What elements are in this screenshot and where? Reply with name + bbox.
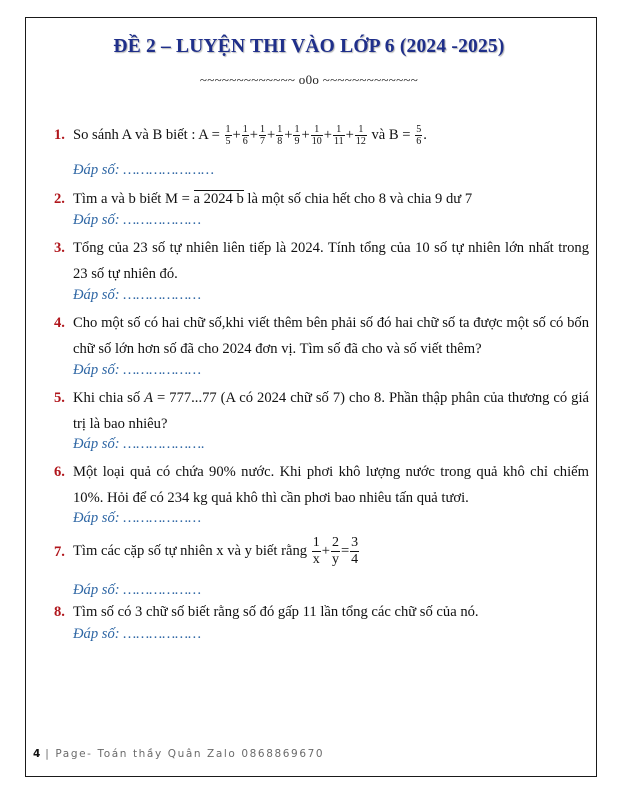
plus-sign: +: [284, 127, 293, 143]
question-number: 1.: [54, 127, 65, 143]
question-text-mid: và B =: [371, 127, 411, 143]
overlined-number: a 2024 b: [193, 191, 244, 207]
answer-dots: ………………: [123, 582, 202, 598]
question-text: Tìm các cặp số tự nhiên x và y biết rằng: [73, 542, 308, 559]
fraction-b: $\frac{5}{6}$: [416, 124, 422, 148]
answer-label: Đáp số:: [73, 626, 124, 642]
fraction-term: $\frac{1}{7}$: [260, 124, 266, 148]
plus-sign: +: [232, 127, 241, 143]
fraction-2-y: $\frac{2}{y}$: [331, 535, 339, 567]
fraction-term: $\frac{1}{5}$: [225, 124, 231, 148]
question-2: [54, 186, 589, 212]
question-number: 3.: [54, 240, 65, 256]
answer-label: Đáp số:: [73, 162, 124, 178]
answer-label: Đáp số:: [73, 212, 124, 228]
answer-label: Đáp số:: [73, 510, 124, 526]
answer-dots: ……………….: [123, 436, 205, 452]
answer-dots: …………………: [123, 162, 215, 178]
answer-line-6: [73, 510, 201, 527]
question-6: [54, 459, 589, 511]
answer-label: Đáp số:: [73, 287, 124, 303]
plus-sign: +: [345, 127, 354, 143]
answer-line-5: [73, 436, 205, 453]
question-text: Cho một số có hai chữ số,khi viết thêm bên phải số đó hai chữ số ta được một số có bốn chữ số lớn hơn số đã cho 2024 đơn vị. Tìm số đã cho và số viết thêm?: [73, 315, 589, 357]
answer-label: Đáp số:: [73, 362, 124, 378]
question-text: Một loại quả có chứa 90% nước. Khi phơi khô lượng nước trong quả khô chỉ chiếm 10%. Hỏi để có 234 kg quả khô thì cần phơi bao nhiêu tấn quả tươi.: [73, 464, 589, 506]
question-5: [54, 385, 589, 437]
question-text: So sánh A và B biết : A =: [73, 127, 220, 143]
page-title: ĐỀ 2 – LUYỆN THI VÀO LỚP 6 (2024 -2025): [113, 36, 505, 57]
answer-dots: ………………: [123, 510, 202, 526]
fraction-term: $\frac{1}{9}$: [294, 124, 300, 148]
question-number: 6.: [54, 464, 65, 480]
question-text: Tìm số có 3 chữ số biết rằng số đó gấp 11 lần tổng các chữ số của nó.: [73, 604, 479, 620]
answer-label: Đáp số:: [73, 582, 124, 598]
answer-line-7: [73, 582, 201, 599]
question-3: [54, 235, 589, 287]
question-text: Tìm a và b biết M =: [73, 191, 190, 207]
answer-line-4: [73, 362, 201, 379]
answer-dots: ………………: [123, 362, 202, 378]
answer-dots: ………………: [123, 212, 202, 228]
footer-text: Page- Toán thầy Quân Zalo 0868869670: [55, 748, 325, 760]
answer-line-1: [73, 162, 214, 179]
answer-line-8: [73, 626, 201, 643]
fraction-term: $\frac{1}{6}$: [242, 124, 248, 148]
question-text: Khi chia số: [73, 390, 145, 406]
fraction-term: $\frac{1}{10}$: [311, 124, 322, 148]
subtitle-ornament: ~~~~~~~~~~~~~ o0o ~~~~~~~~~~~~~: [199, 72, 419, 87]
question-7: 7. Tìm các cặp số tự nhiên x và y biết rằng $\frac{1}{x}$ + $\frac{2}{y}$ = $\frac{3}{4}$: [54, 535, 359, 567]
question-text-post: là một số chia hết cho 8 và chia 9 dư 7: [243, 191, 473, 207]
plus-sign: +: [249, 127, 259, 143]
question-text: Tổng của 23 số tự nhiên liên tiếp là 2024. Tính tổng của 10 số tự nhiên lớn nhất trong 23 số tự nhiên đó.: [73, 240, 589, 282]
plus-sign: +: [323, 127, 332, 143]
plus-sign: +: [267, 127, 276, 143]
fraction-term: $\frac{1}{12}$: [355, 124, 366, 148]
answer-dots: ………………: [123, 626, 202, 642]
page-footer: 4 | Page- Toán thầy Quân Zalo 0868869670: [33, 748, 325, 760]
answer-label: Đáp số:: [73, 436, 124, 452]
question-4: [54, 310, 589, 362]
question-text-mid: = 777...77 (A có 2024 chữ số 7) cho 8. Phần thập phân của thương có giá trị là bao nhiêu?: [73, 390, 589, 432]
question-1: 1. So sánh A và B biết : A = $\frac{1}{5}$ + $\frac{1}{6}$ + $\frac{1}{7}$ + $\frac{1}{8}$ + $\frac{1}{9}$ + $\frac{1}{10}$ + $\frac{1}{11}$ + $\frac{1}{12}$ và B = $\frac{5}{6}$ .: [54, 122, 589, 148]
answer-line-3: [73, 287, 201, 304]
fraction-term: $\frac{1}{8}$: [277, 124, 283, 148]
question-number: 7.: [54, 544, 65, 560]
page-number: 4: [33, 748, 41, 760]
answer-line-2: [73, 212, 201, 229]
fraction-1-x: $\frac{1}{x}$: [312, 535, 320, 567]
question-number: 5.: [54, 390, 65, 406]
question-number: 2.: [54, 191, 65, 207]
answer-dots: ………………: [123, 287, 202, 303]
fraction-list: [224, 124, 368, 148]
fraction-3-4: $\frac{3}{4}$: [351, 535, 359, 567]
question-8: [54, 599, 589, 625]
question-number: 8.: [54, 604, 65, 620]
math-variable: A: [144, 390, 154, 406]
fraction-term: $\frac{1}{11}$: [333, 124, 344, 148]
plus-sign: +: [301, 127, 310, 143]
question-number: 4.: [54, 315, 65, 331]
